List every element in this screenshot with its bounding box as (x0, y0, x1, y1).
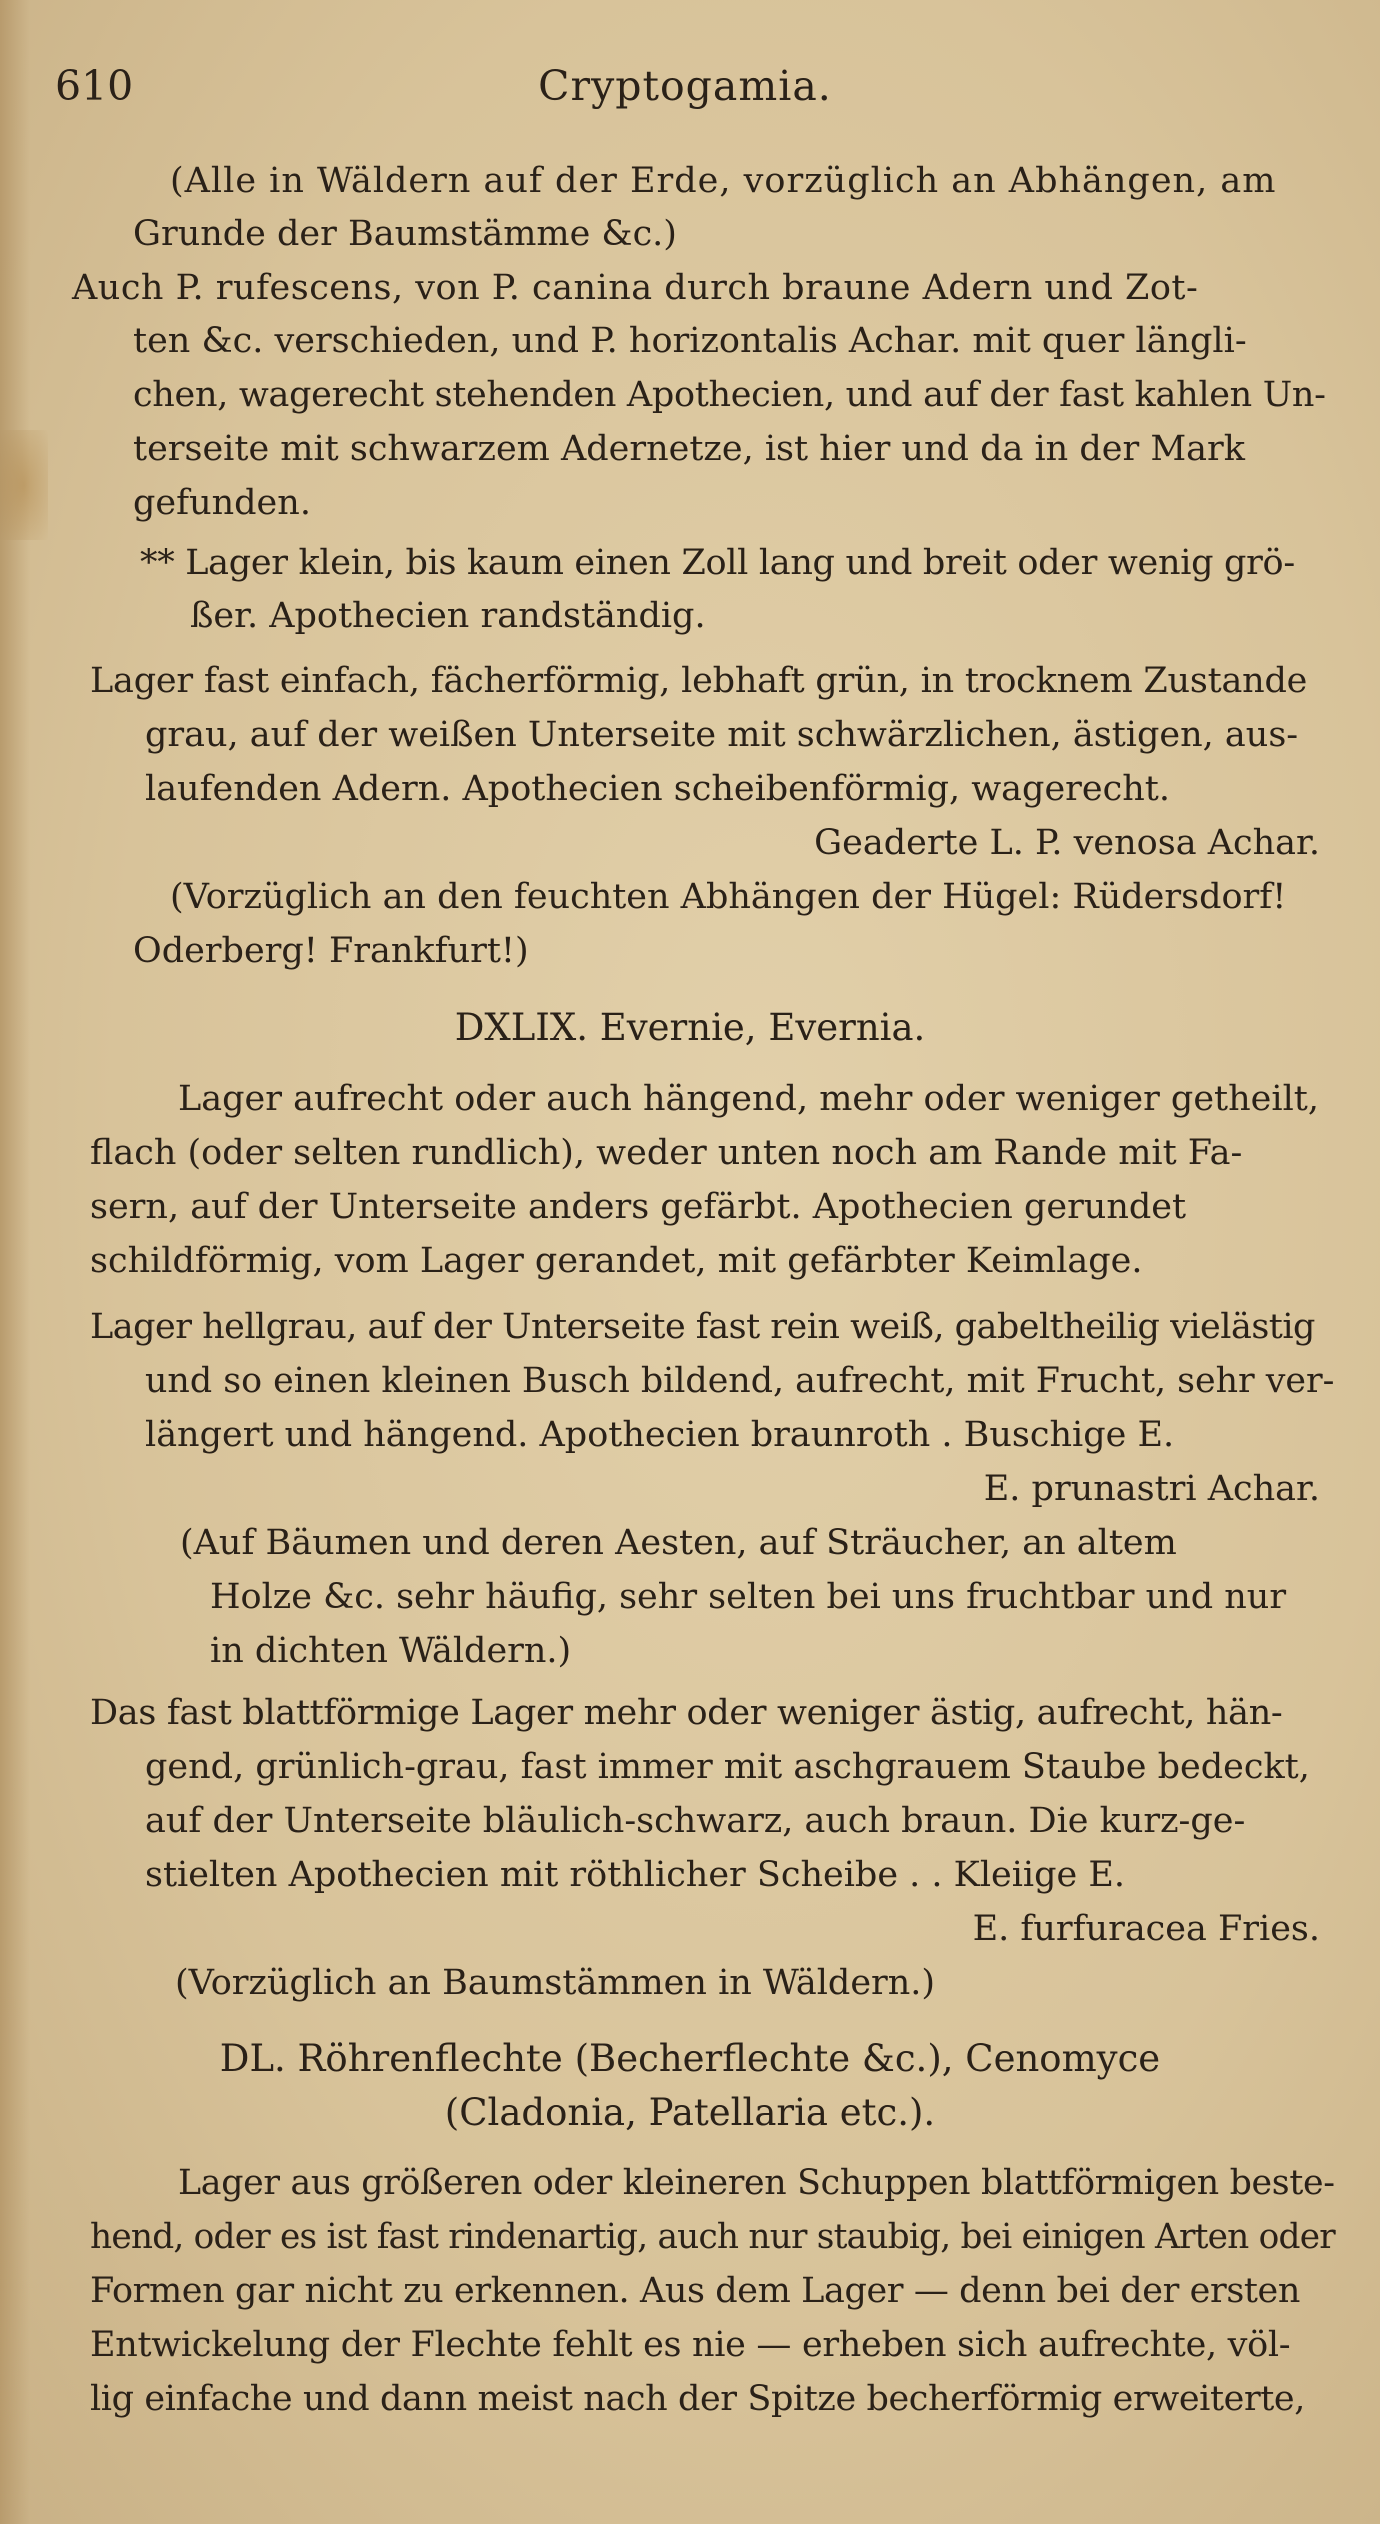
text-line: (Vorzüglich an den feuchten Abhängen der Hügel: Rüdersdorf! (170, 877, 1287, 917)
text-line: lig einfache und dann meist nach der Spitze becherförmig erweiterte, (90, 2379, 1305, 2419)
text-line: sern, auf der Unterseite anders gefärbt. Apothecien gerundet (90, 1187, 1187, 1227)
text-line: gend, grünlich-grau, fast immer mit aschgrauem Staube bedeckt, (145, 1747, 1310, 1787)
page-spine-shadow (0, 0, 30, 2524)
text-line: stielten Apothecien mit röthlicher Scheibe . . Kleiige E. (145, 1855, 1126, 1895)
text-line: Lager hellgrau, auf der Unterseite fast rein weiß, gabeltheilig vielästig (90, 1307, 1315, 1347)
text-line: Lager aufrecht oder auch hängend, mehr oder weniger getheilt, (178, 1079, 1319, 1119)
section-heading: DXLIX. Evernie, Evernia. (454, 1006, 926, 1049)
text-line: flach (oder selten rundlich), weder unten noch am Rande mit Fa- (90, 1133, 1243, 1173)
text-line: schildförmig, vom Lager gerandet, mit gefärbter Keimlage. (90, 1241, 1143, 1281)
paper-stain (0, 430, 48, 540)
text-line: ten &c. verschieden, und P. horizontalis Achar. mit quer längli- (133, 321, 1247, 361)
section-heading: DL. Röhrenflechte (Becherflechte &c.), Cenomyce (219, 2037, 1161, 2080)
text-line: Formen gar nicht zu erkennen. Aus dem Lager — denn bei der ersten (90, 2271, 1301, 2311)
text-line: Auch P. rufescens, von P. canina durch braune Adern und Zot- (72, 268, 1199, 308)
text-line: Oderberg! Frankfurt!) (133, 931, 529, 971)
page-header (55, 62, 1315, 122)
text-line: längert und hängend. Apothecien braunroth . Buschige E. (145, 1415, 1175, 1455)
text-line: chen, wagerecht stehenden Apothecien, und auf der fast kahlen Un- (133, 375, 1326, 415)
page-number: 610 (55, 62, 134, 110)
text-line: Lager aus größeren oder kleineren Schuppen blattförmigen beste- (178, 2163, 1335, 2203)
text-line: in dichten Wäldern.) (210, 1631, 572, 1671)
text-line: Holze &c. sehr häufig, sehr selten bei uns fruchtbar und nur (210, 1577, 1287, 1617)
species-name: Geaderte L. P. venosa Achar. (814, 823, 1320, 863)
species-name: E. prunastri Achar. (983, 1469, 1320, 1509)
text-line: auf der Unterseite bläulich-schwarz, auch braun. Die kurz-ge- (145, 1801, 1246, 1841)
text-line: terseite mit schwarzem Adernetze, ist hier und da in der Mark (133, 429, 1245, 469)
species-name: E. furfuracea Fries. (972, 1909, 1320, 1949)
text-line: und so einen kleinen Busch bildend, aufrecht, mit Frucht, sehr ver- (145, 1361, 1335, 1401)
text-line: ßer. Apothecien randständig. (190, 596, 706, 636)
text-line: laufenden Adern. Apothecien scheibenförmig, wagerecht. (145, 769, 1170, 809)
text-line: Grunde der Baumstämme &c.) (133, 214, 677, 254)
text-line: gefunden. (133, 483, 311, 523)
text-line: Lager fast einfach, fächerförmig, lebhaft grün, in trocknem Zustande (90, 661, 1308, 701)
text-line: (Auf Bäumen und deren Aesten, auf Sträucher, an altem (180, 1523, 1177, 1563)
text-line: ** Lager klein, bis kaum einen Zoll lang und breit oder wenig grö- (140, 543, 1295, 583)
text-line: hend, oder es ist fast rindenartig, auch nur staubig, bei einigen Arten oder (90, 2217, 1335, 2257)
text-line: Das fast blattförmige Lager mehr oder weniger ästig, aufrecht, hän- (90, 1693, 1283, 1733)
text-line: Entwickelung der Flechte fehlt es nie — erheben sich aufrechte, völ- (90, 2325, 1291, 2365)
text-line: grau, auf der weißen Unterseite mit schwärzlichen, ästigen, aus- (145, 715, 1299, 755)
text-line: (Vorzüglich an Baumstämmen in Wäldern.) (175, 1963, 936, 2003)
text-line: (Alle in Wäldern auf der Erde, vorzüglich an Abhängen, am (170, 161, 1277, 201)
section-subheading: (Cladonia, Patellaria etc.). (444, 2091, 936, 2134)
running-title: Cryptogamia. (538, 62, 832, 110)
